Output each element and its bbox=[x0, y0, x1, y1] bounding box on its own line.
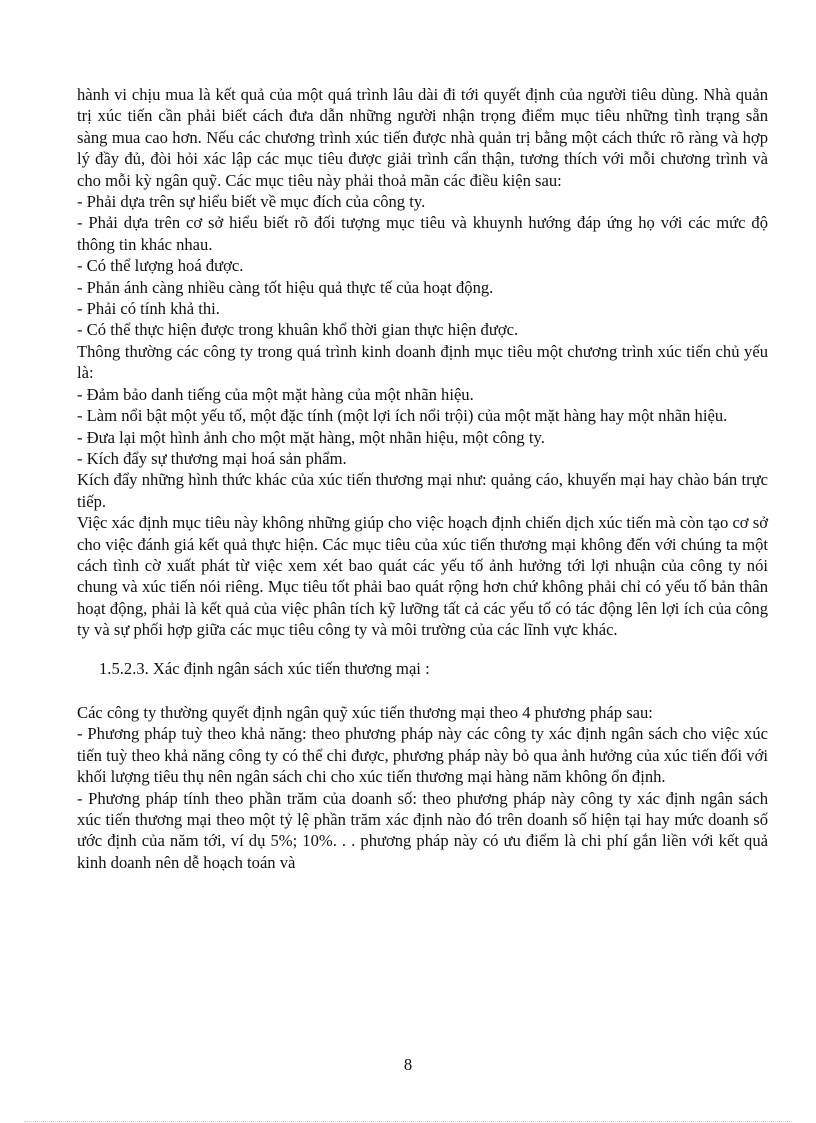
bullet-item: - Đưa lại một hình ảnh cho một mặt hàng, một nhãn hiệu, một công ty. bbox=[77, 427, 545, 447]
bullet-item: - Phải dựa trên cơ sở hiểu biết rõ đối tượng mục tiêu và khuynh hướng đáp ứng họ với các mức độ thông tin khác nhau. bbox=[77, 213, 768, 254]
bullet-item: - Phải dựa trên sự hiểu biết về mục đích của công ty. bbox=[77, 192, 426, 212]
page-body bbox=[77, 84, 768, 873]
paragraph: Kích đẩy những hình thức khác của xúc tiến thương mại như: quảng cáo, khuyến mại hay chào bán trực tiếp. bbox=[77, 470, 768, 511]
bullet-item: - Có thể thực hiện được trong khuân khổ thời gian thực hiện được. bbox=[77, 320, 519, 340]
method-item: - Phương pháp tuỳ theo khả năng: theo phương pháp này các công ty xác định ngân sách cho việc xúc tiến tuỳ theo khả năng công ty có thể chi được, phương pháp này bỏ qua ảnh hưởng của xúc tiến đối với khối lượng tiêu thụ nên ngân sách chi cho xúc tiến thương mại hàng năm không ổn định. bbox=[77, 724, 768, 787]
paragraph: hành vi chịu mua là kết quả của một quá trình lâu dài đi tới quyết định của người tiêu dùng. Nhà quản trị xúc tiến cần phải biết cách đưa dẫn những người nhận trọng điểm mục tiêu những tình trạng sẵn sàng mua cao hơn. Nếu các chương trình xúc tiến được nhà quản trị bằng một cách thức rõ ràng và hợp lý đầy đủ, đòi hỏi xác lập các mục tiêu được giải trình cẩn thận, tương thích với mỗi chương trình và cho mỗi kỳ ngân quỹ. Các mục tiêu này phải thoả mãn các điều kiện sau: bbox=[77, 85, 768, 190]
page-number: 8 bbox=[403, 1055, 413, 1074]
bullet-item: - Phản ánh càng nhiều càng tốt hiệu quả thực tế của hoạt động. bbox=[77, 277, 494, 297]
section-heading: 1.5.2.3. Xác định ngân sách xúc tiến thương mại : bbox=[99, 658, 430, 678]
spacer bbox=[77, 679, 768, 702]
bullet-item: - Làm nổi bật một yếu tố, một đặc tính (một lợi ích nổi trội) của một mặt hàng hay một nhãn hiệu. bbox=[77, 406, 728, 426]
bullet-item: - Phải có tính khả thi. bbox=[77, 299, 220, 319]
paragraph: Thông thường các công ty trong quá trình kinh doanh định mục tiêu một chương trình xúc tiến chủ yếu là: bbox=[77, 341, 768, 383]
spacer bbox=[77, 641, 768, 658]
paragraph: Việc xác định mục tiêu này không những giúp cho việc hoạch định chiến dịch xúc tiến mà còn tạo cơ sở cho việc đánh giá kết quả thực hiện. Các mục tiêu của xúc tiến thương mại không đến với chúng ta một cách tình cờ xuất phát từ việc xem xét bao quát các yếu tố ảnh hưởng tới lợi nhuận của công ty nói chung và xúc tiến nói riêng. Mục tiêu tốt phải bao quát rộng hơn chứ không phải chỉ có yếu tố bản thân hoạt động, phải là kết quả của việc phân tích kỹ lưỡng tất cả các yếu tố có tác động lên lợi ích của công ty và sự phối hợp giữa các mục tiêu công ty và môi trường của các lĩnh vực khác. bbox=[77, 513, 768, 640]
bullet-item: - Kích đẩy sự thương mại hoá sản phẩm. bbox=[77, 448, 347, 468]
footer-divider bbox=[24, 1121, 792, 1122]
bullet-item: - Đảm bảo danh tiếng của một mặt hàng của một nhãn hiệu. bbox=[77, 384, 474, 404]
paragraph: Các công ty thường quyết định ngân quỹ xúc tiến thương mại theo 4 phương pháp sau: bbox=[77, 702, 653, 722]
bullet-item: - Có thể lượng hoá được. bbox=[77, 256, 244, 276]
method-item: - Phương pháp tính theo phần trăm của doanh số: theo phương pháp này công ty xác định ngân sách xúc tiến thương mại theo một tỷ lệ phần trăm xác định nào đó trên doanh số hiện tại hay mức doanh số ước định của năm tới, ví dụ 5%; 10%. . . phương pháp này có ưu điểm là chi phí gắn liền với kết quả kinh doanh nên dễ hoạch toán và bbox=[77, 788, 768, 872]
